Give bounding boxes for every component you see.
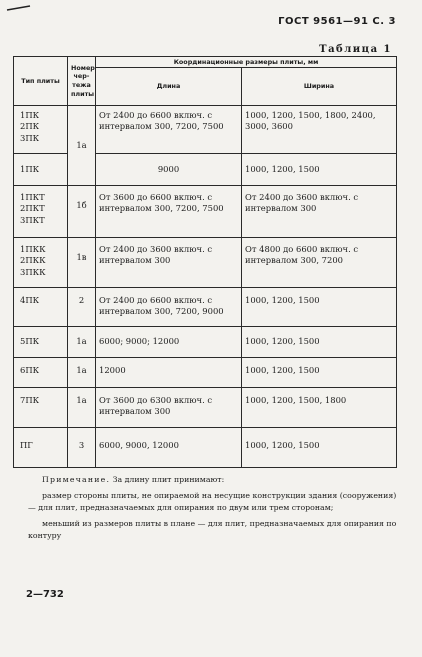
type-cell: 1ПК	[14, 154, 68, 186]
table-row	[14, 106, 397, 154]
table-row	[14, 288, 397, 327]
drawing-cell: 2	[68, 288, 96, 327]
drawing-cell: 1а	[68, 327, 96, 358]
width-cell: 1000, 1200, 1500, 1800	[242, 388, 397, 428]
type-cell: 5ПК	[14, 327, 68, 358]
length-cell: 6000; 9000; 12000	[96, 327, 242, 358]
width-cell: 1000, 1200, 1500	[242, 154, 397, 186]
type-cell: 2ПКК	[20, 255, 46, 266]
table-row	[14, 238, 397, 288]
length-cell: От 3600 до 6600 включ. с интервалом 300, 7200, 7500	[96, 186, 242, 238]
length-cell: От 2400 до 6600 включ. с интервалом 300, 7200, 9000	[96, 288, 242, 327]
length-cell: От 2400 до 3600 включ. с интервалом 300	[96, 238, 242, 288]
drawing-cell: 1б	[68, 186, 96, 238]
type-cell: 6ПК	[14, 358, 68, 388]
type-cell: 2ПК	[20, 121, 40, 132]
width-cell: 1000, 1200, 1500	[242, 288, 397, 327]
width-cell: 1000, 1200, 1500	[242, 358, 397, 388]
drawing-cell: 1а	[68, 388, 96, 428]
header-coord-sizes: Координационные размеры плиты, мм	[96, 57, 397, 68]
plate-sizes-table	[13, 56, 397, 468]
width-cell: 1000, 1200, 1500	[242, 327, 397, 358]
length-cell: 12000	[96, 358, 242, 388]
length-cell: От 2400 до 6600 включ. с интервалом 300, 7200, 7500	[96, 106, 242, 154]
type-cell: 4ПК	[14, 288, 68, 327]
note-intro: За длину плит принимают:	[112, 475, 225, 484]
type-cell: ПГ	[14, 428, 68, 468]
table-row	[14, 358, 397, 388]
width-cell: От 4800 до 6600 включ. с интервалом 300, 7200	[242, 238, 397, 288]
note-title: Примечание.	[42, 475, 111, 484]
width-cell: От 2400 до 3600 включ. с интервалом 300	[242, 186, 397, 238]
type-cell: 3ПКК	[20, 266, 46, 277]
type-cell: 1ПКТ	[20, 192, 45, 202]
table-label: Таблица 1	[319, 44, 392, 55]
note-block	[28, 474, 398, 546]
header-type: Тип плиты	[14, 57, 68, 106]
table-row	[14, 186, 397, 238]
table-row	[14, 388, 397, 428]
header-width: Ширина	[242, 68, 397, 106]
type-cell: 1ПК	[20, 110, 40, 120]
type-cell: 3ПКТ	[20, 214, 45, 225]
note-item-1: размер стороны плиты, не опираемой на несущие конструкции здания (сооружения) — для плит, предназначаемых для опирания по двум или трем сторонам;	[28, 491, 397, 513]
length-cell: 6000, 9000, 12000	[96, 428, 242, 468]
type-cell: 1ПКК	[20, 244, 46, 254]
pen-stroke-mark	[6, 4, 32, 12]
header-length: Длина	[96, 68, 242, 106]
note-item-2: меньший из размеров плиты в плане — для плит, предназначаемых для опирания по контуру	[28, 519, 397, 541]
drawing-cell: 3	[68, 428, 96, 468]
drawing-cell: 1а	[68, 106, 96, 186]
drawing-cell: 1а	[68, 358, 96, 388]
type-cell: 3ПК	[20, 132, 40, 143]
width-cell: 1000, 1200, 1500	[242, 428, 397, 468]
table-row	[14, 428, 397, 468]
length-cell: От 3600 до 6300 включ. с интервалом 300	[96, 388, 242, 428]
header-drawing-no: Номер чер-тежа плиты	[68, 57, 96, 106]
width-cell: 1000, 1200, 1500, 1800, 2400, 3000, 3600	[242, 106, 397, 154]
type-cell: 2ПКТ	[20, 203, 45, 214]
type-cell: 7ПК	[14, 388, 68, 428]
drawing-cell: 1в	[68, 238, 96, 288]
table-row	[14, 327, 397, 358]
page-number: 2—732	[26, 589, 64, 600]
standard-reference: ГОСТ 9561—91 С. 3	[278, 16, 396, 27]
length-cell: 9000	[96, 154, 242, 186]
